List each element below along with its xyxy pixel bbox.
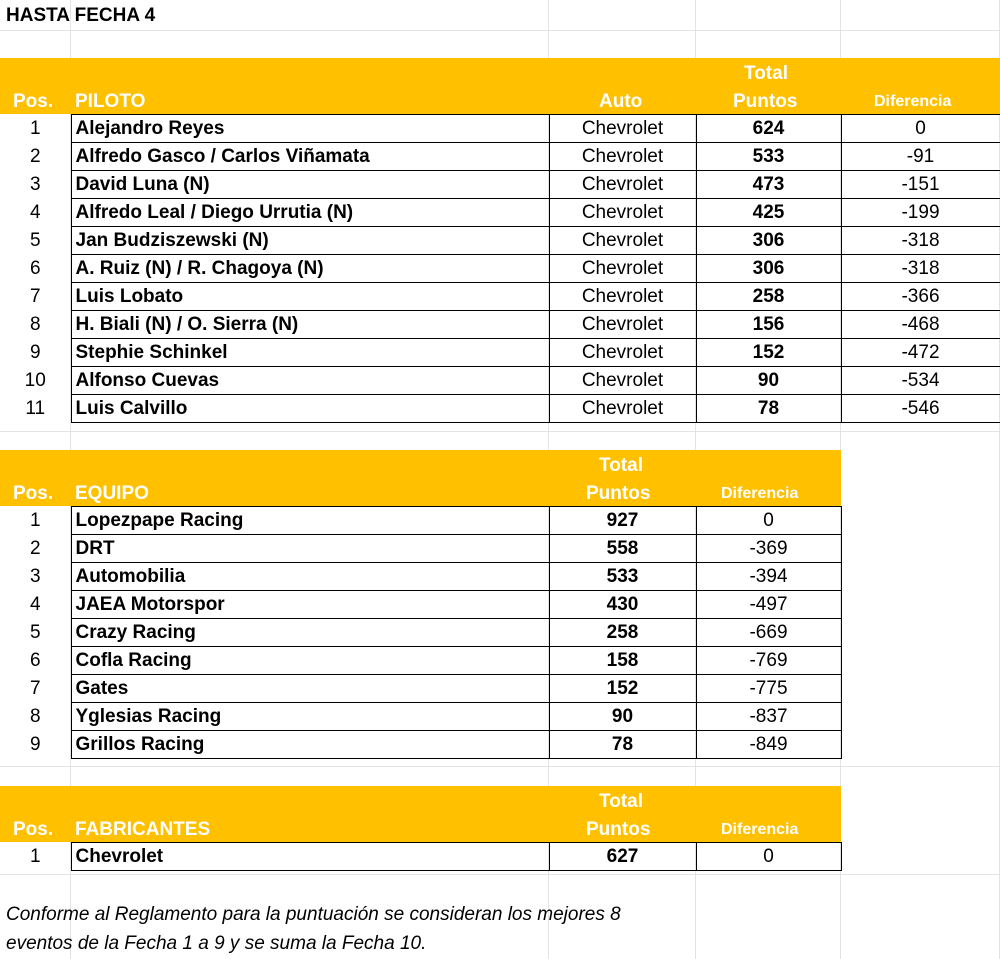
header-diferencia: Diferencia	[874, 93, 952, 110]
driver-name-cell: A. Ruiz (N) / R. Chagoya (N)	[71, 255, 549, 283]
position-cell: 8	[0, 311, 71, 339]
team-name-cell: Cofla Racing	[71, 647, 549, 675]
difference-cell: -151	[841, 171, 1000, 199]
table-row	[0, 171, 1000, 199]
difference-cell: -199	[841, 199, 1000, 227]
header-pos: Pos.	[13, 91, 54, 112]
difference-cell: 0	[841, 115, 1000, 143]
difference-cell: -669	[696, 619, 841, 647]
driver-name-cell: Stephie Schinkel	[71, 339, 549, 367]
table-row	[0, 591, 841, 619]
position-cell: 2	[0, 143, 71, 171]
difference-cell: 0	[696, 507, 841, 535]
position-cell: 10	[0, 367, 71, 395]
position-cell: 9	[0, 731, 71, 759]
table-row	[0, 619, 841, 647]
difference-cell: -546	[841, 395, 1000, 423]
car-cell: Chevrolet	[549, 199, 696, 227]
position-cell: 3	[0, 563, 71, 591]
driver-name-cell: H. Biali (N) / O. Sierra (N)	[71, 311, 549, 339]
note-line-2: eventos de la Fecha 1 a 9 y se suma la Fecha 10.	[6, 933, 427, 954]
difference-cell: -468	[841, 311, 1000, 339]
regulation-note	[6, 900, 621, 958]
points-cell: 306	[696, 227, 841, 255]
table-row	[0, 563, 841, 591]
driver-name-cell: Jan Budziszewski (N)	[71, 227, 549, 255]
car-cell: Chevrolet	[549, 367, 696, 395]
gridline	[0, 431, 1000, 432]
position-cell: 4	[0, 199, 71, 227]
car-cell: Chevrolet	[549, 339, 696, 367]
difference-cell: 0	[696, 843, 841, 871]
teams-table	[0, 506, 842, 759]
difference-cell: -318	[841, 227, 1000, 255]
header-total: Total	[599, 791, 643, 812]
position-cell: 6	[0, 255, 71, 283]
difference-cell: -497	[696, 591, 841, 619]
driver-name-cell: Alfonso Cuevas	[71, 367, 549, 395]
points-cell: 533	[696, 143, 841, 171]
difference-cell: -394	[696, 563, 841, 591]
car-cell: Chevrolet	[549, 255, 696, 283]
points-cell: 558	[549, 535, 696, 563]
points-cell: 90	[696, 367, 841, 395]
car-cell: Chevrolet	[549, 171, 696, 199]
table-row	[0, 143, 1000, 171]
difference-cell: -534	[841, 367, 1000, 395]
team-name-cell: DRT	[71, 535, 549, 563]
position-cell: 5	[0, 227, 71, 255]
header-total: Total	[744, 63, 788, 84]
team-name-cell: Grillos Racing	[71, 731, 549, 759]
position-cell: 11	[0, 395, 71, 423]
header-equipo: EQUIPO	[75, 483, 149, 504]
table-row	[0, 731, 841, 759]
points-cell: 78	[549, 731, 696, 759]
table-row	[0, 227, 1000, 255]
difference-cell: -837	[696, 703, 841, 731]
driver-name-cell: Alfredo Leal / Diego Urrutia (N)	[71, 199, 549, 227]
header-fabricantes: FABRICANTES	[75, 819, 211, 840]
header-diferencia: Diferencia	[721, 485, 799, 502]
difference-cell: -366	[841, 283, 1000, 311]
header-pos: Pos.	[13, 819, 54, 840]
table-row	[0, 339, 1000, 367]
points-cell: 627	[549, 843, 696, 871]
table-row	[0, 199, 1000, 227]
difference-cell: -849	[696, 731, 841, 759]
difference-cell: -369	[696, 535, 841, 563]
difference-cell: -769	[696, 647, 841, 675]
teams-header	[0, 450, 841, 506]
gridline	[0, 766, 1000, 767]
team-name-cell: Automobilia	[71, 563, 549, 591]
car-cell: Chevrolet	[549, 227, 696, 255]
position-cell: 1	[0, 507, 71, 535]
points-cell: 152	[696, 339, 841, 367]
position-cell: 1	[0, 115, 71, 143]
points-cell: 473	[696, 171, 841, 199]
table-row	[0, 675, 841, 703]
car-cell: Chevrolet	[549, 395, 696, 423]
difference-cell: -318	[841, 255, 1000, 283]
car-cell: Chevrolet	[549, 143, 696, 171]
header-pos: Pos.	[13, 483, 54, 504]
table-row	[0, 535, 841, 563]
page-title: HASTA FECHA 4	[6, 5, 156, 26]
gridline	[0, 874, 1000, 875]
table-row	[0, 647, 841, 675]
team-name-cell: Lopezpape Racing	[71, 507, 549, 535]
difference-cell: -91	[841, 143, 1000, 171]
position-cell: 8	[0, 703, 71, 731]
driver-name-cell: Luis Calvillo	[71, 395, 549, 423]
points-cell: 152	[549, 675, 696, 703]
table-row	[0, 115, 1000, 143]
table-row	[0, 311, 1000, 339]
car-cell: Chevrolet	[549, 283, 696, 311]
drivers-header	[0, 58, 1000, 114]
position-cell: 7	[0, 675, 71, 703]
driver-name-cell: Alejandro Reyes	[71, 115, 549, 143]
points-cell: 258	[549, 619, 696, 647]
header-total: Total	[599, 455, 643, 476]
points-cell: 624	[696, 115, 841, 143]
position-cell: 2	[0, 535, 71, 563]
points-cell: 158	[549, 647, 696, 675]
table-row	[0, 703, 841, 731]
team-name-cell: Gates	[71, 675, 549, 703]
position-cell: 4	[0, 591, 71, 619]
points-cell: 927	[549, 507, 696, 535]
points-cell: 425	[696, 199, 841, 227]
header-diferencia: Diferencia	[721, 821, 799, 838]
points-cell: 430	[549, 591, 696, 619]
team-name-cell: Yglesias Racing	[71, 703, 549, 731]
team-name-cell: JAEA Motorspor	[71, 591, 549, 619]
position-cell: 5	[0, 619, 71, 647]
header-puntos: Puntos	[733, 91, 798, 112]
position-cell: 7	[0, 283, 71, 311]
points-cell: 156	[696, 311, 841, 339]
points-cell: 306	[696, 255, 841, 283]
header-puntos: Puntos	[586, 483, 651, 504]
points-cell: 90	[549, 703, 696, 731]
difference-cell: -472	[841, 339, 1000, 367]
table-row	[0, 395, 1000, 423]
team-name-cell: Crazy Racing	[71, 619, 549, 647]
table-row	[0, 843, 841, 871]
drivers-table	[0, 114, 1000, 423]
driver-name-cell: Luis Lobato	[71, 283, 549, 311]
driver-name-cell: Alfredo Gasco / Carlos Viñamata	[71, 143, 549, 171]
points-cell: 533	[549, 563, 696, 591]
table-row	[0, 255, 1000, 283]
table-row	[0, 283, 1000, 311]
driver-name-cell: David Luna (N)	[71, 171, 549, 199]
points-cell: 78	[696, 395, 841, 423]
car-cell: Chevrolet	[549, 115, 696, 143]
difference-cell: -775	[696, 675, 841, 703]
header-auto: Auto	[599, 91, 643, 112]
position-cell: 6	[0, 647, 71, 675]
note-line-1: Conforme al Reglamento para la puntuación se consideran los mejores 8	[6, 904, 621, 925]
table-row	[0, 367, 1000, 395]
position-cell: 3	[0, 171, 71, 199]
header-piloto: PILOTO	[75, 91, 146, 112]
gridline	[0, 30, 1000, 31]
manufacturer-name-cell: Chevrolet	[71, 843, 549, 871]
position-cell: 1	[0, 843, 71, 871]
table-row	[0, 507, 841, 535]
points-cell: 258	[696, 283, 841, 311]
manufacturers-header	[0, 786, 841, 842]
car-cell: Chevrolet	[549, 311, 696, 339]
manufacturers-table	[0, 842, 842, 871]
header-puntos: Puntos	[586, 819, 651, 840]
position-cell: 9	[0, 339, 71, 367]
